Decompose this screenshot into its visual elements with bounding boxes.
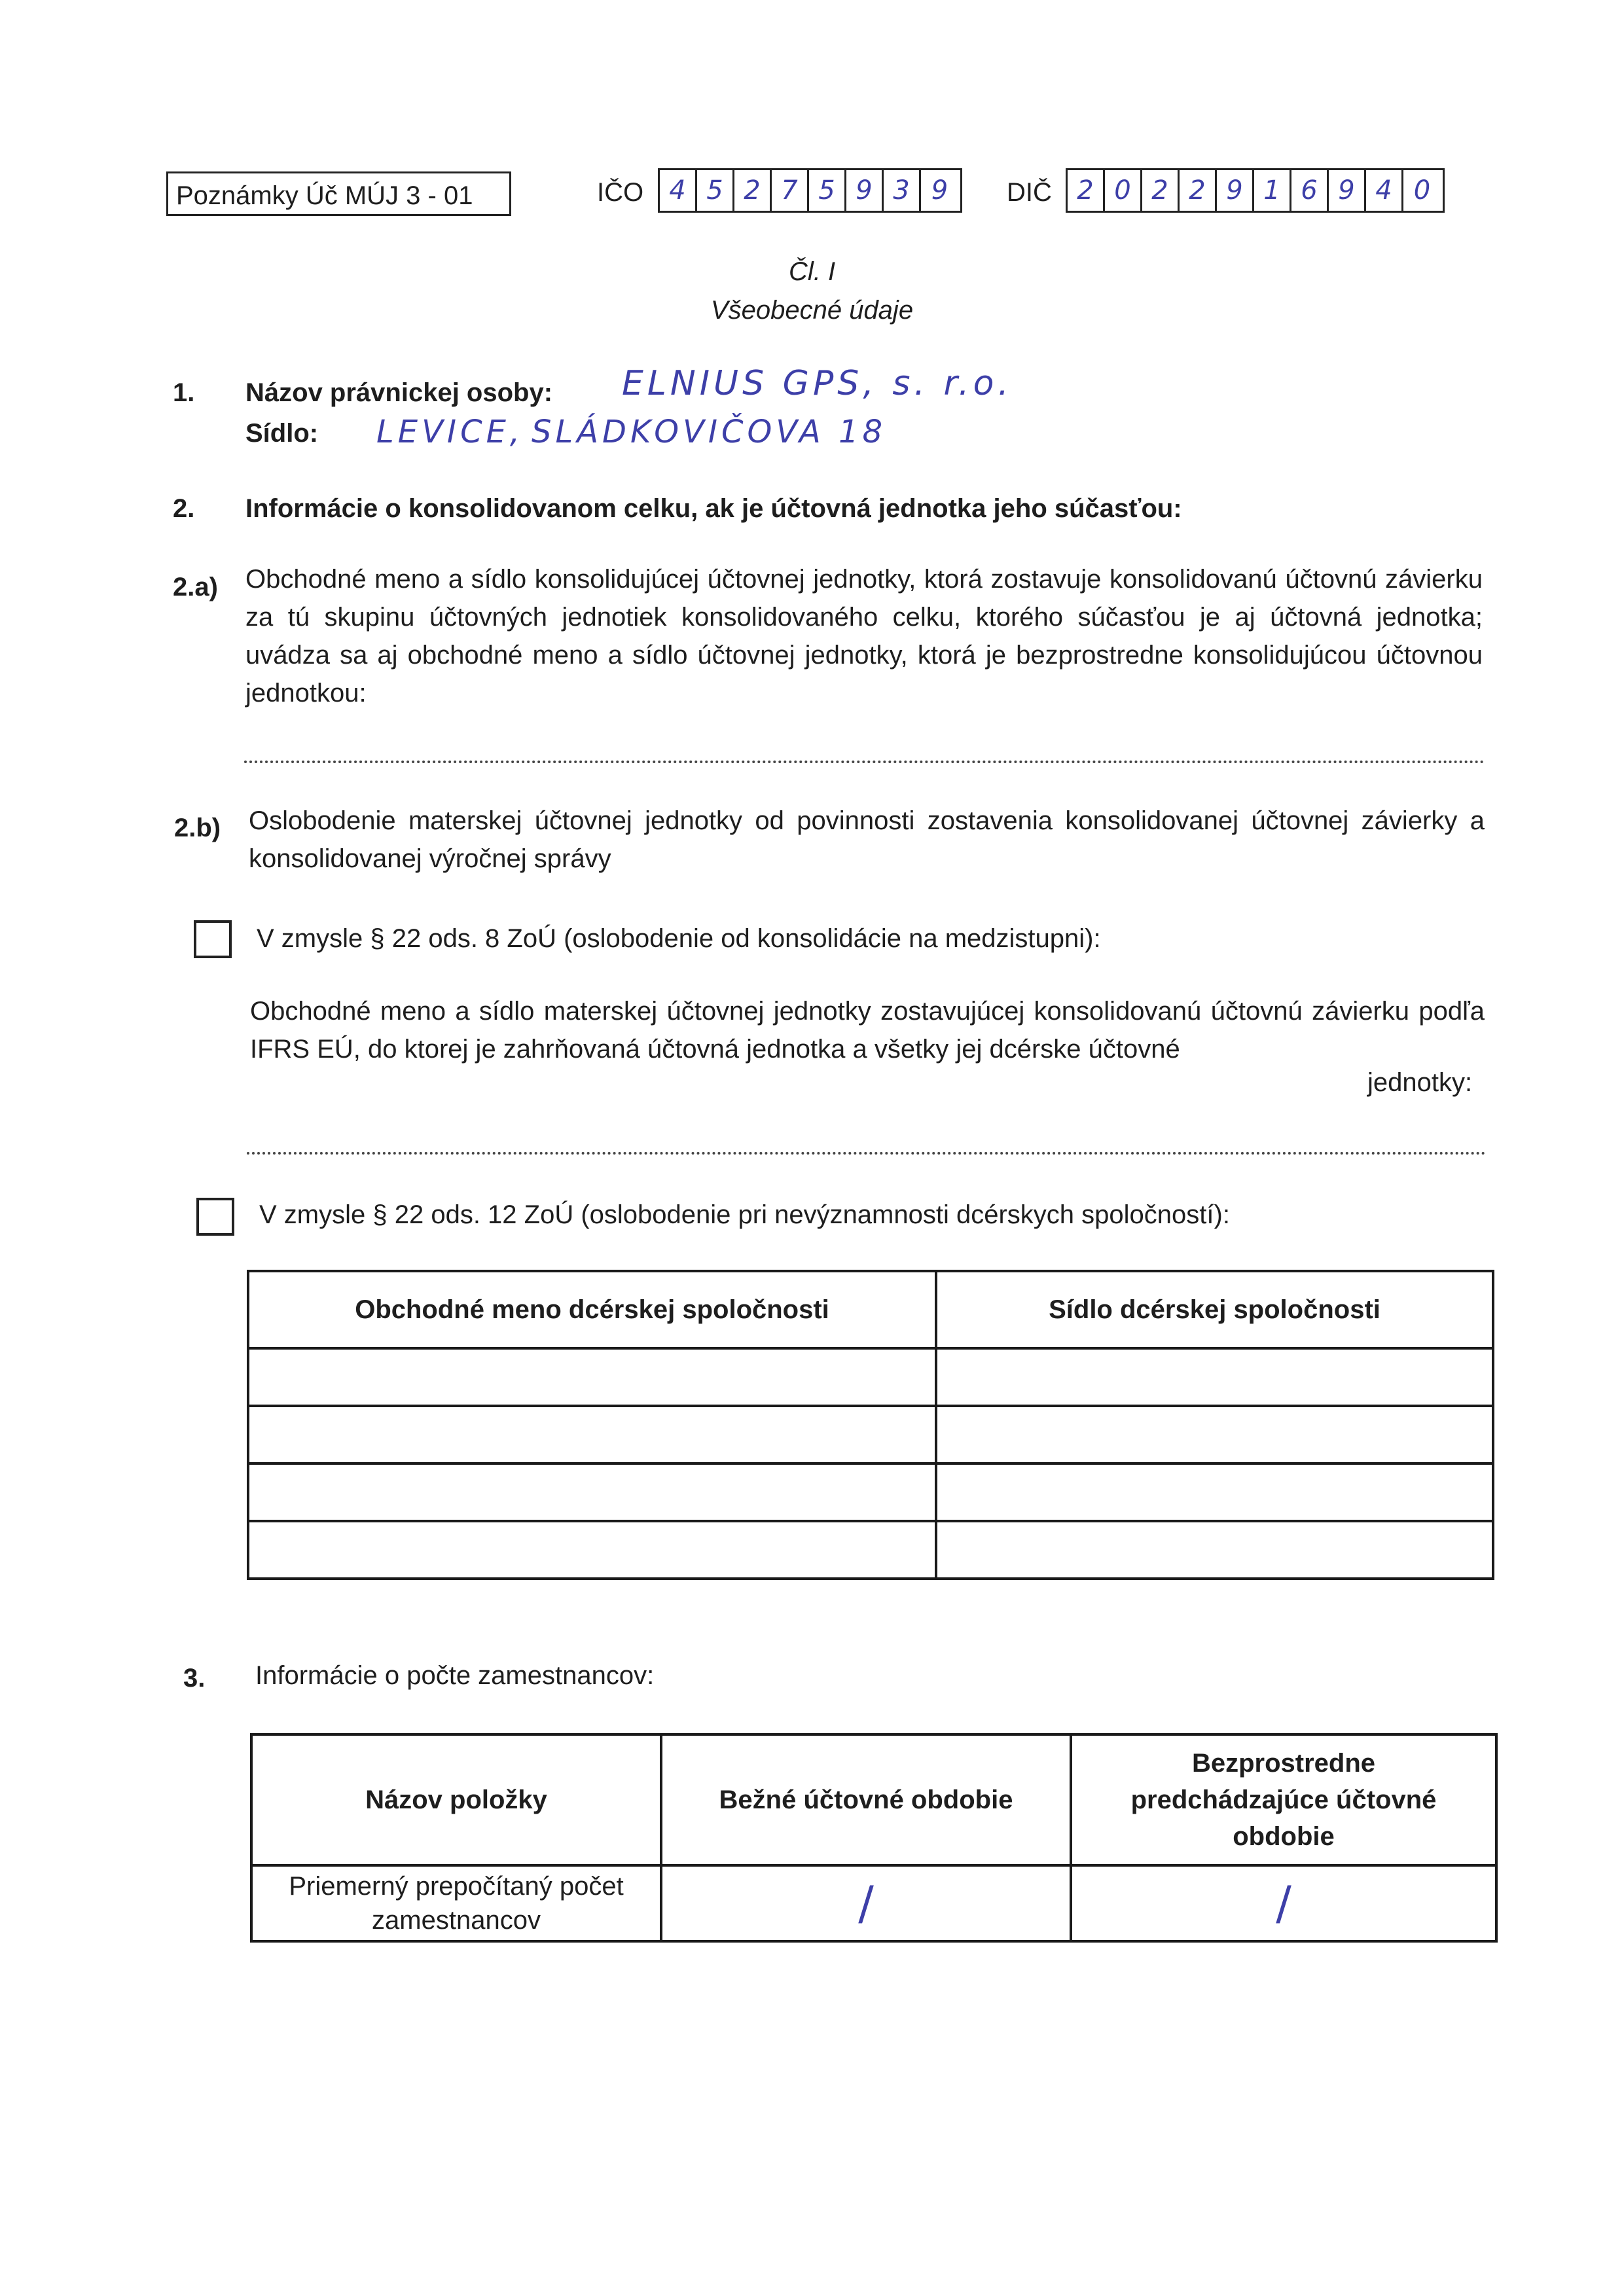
section-2-heading: Informácie o konsolidovanom celku, ak je účtovná jednotka jeho súčasťou: (245, 494, 1182, 523)
option-8-text-end: jednotky: (1367, 1068, 1473, 1097)
table-row (251, 1865, 1496, 1941)
previous-period-cell[interactable] (1071, 1865, 1496, 1941)
section-3-number: 3. (183, 1664, 206, 1693)
subsidiary-seat-header: Sídlo dcérskej spoločnosti (936, 1271, 1493, 1348)
previous-period-value: / (1276, 1876, 1291, 1930)
seat-label: Sídlo: (245, 419, 319, 448)
item-name-header: Názov položky (251, 1734, 661, 1865)
option-8-label: V zmysle § 22 ods. 8 ZoÚ (oslobodenie od konsolidácie na medzistupni): (257, 924, 1101, 953)
option-12-label: V zmysle § 22 ods. 12 ZoÚ (oslobodenie pri nevýznamnosti dcérskych spoločností): (259, 1200, 1230, 1229)
ico-digit[interactable]: 2 (734, 170, 772, 211)
current-period-cell[interactable] (661, 1865, 1071, 1941)
table-row (248, 1521, 1493, 1579)
dic-digit[interactable]: 9 (1217, 170, 1254, 211)
section-2a-number: 2.a) (173, 573, 218, 601)
ico-digit[interactable]: 9 (931, 175, 948, 206)
subsidiary-seat-cell[interactable] (936, 1521, 1493, 1579)
option-8-checkbox[interactable] (194, 920, 232, 958)
subsidiary-name-header: Obchodné meno dcérskej spoločnosti (248, 1271, 936, 1348)
option-12-checkbox[interactable] (196, 1198, 234, 1236)
dic-digit[interactable]: 2 (1142, 170, 1180, 211)
dic-digit[interactable]: 2 (1180, 170, 1217, 211)
table-row (248, 1348, 1493, 1406)
dic-digit[interactable]: 0 (1413, 175, 1431, 206)
ico-digit[interactable]: 5 (809, 170, 846, 211)
option-8-answer-line[interactable] (247, 1152, 1486, 1155)
subsidiary-name-cell[interactable] (248, 1463, 936, 1521)
subsidiary-seat-cell[interactable] (936, 1406, 1493, 1463)
ico-label: IČO (597, 178, 644, 207)
table-row (248, 1406, 1493, 1463)
option-8-text: Obchodné meno a sídlo materskej účtovnej jednotky zostavujúcej konsolidovanú účtovnú závierku podľa IFRS EÚ, do ktorej je zahrňovaná účtovná jednotka a všetky jej dcérske účtovné (250, 997, 1485, 1064)
company-name-value[interactable]: ELNIUS GPS, s. r.o. (622, 364, 1013, 403)
form-title: Poznámky Úč MÚJ 3 - 01 (166, 171, 511, 216)
dic-field[interactable] (1066, 168, 1445, 213)
ico-digit[interactable]: 7 (772, 170, 809, 211)
ico-digit[interactable]: 9 (846, 170, 884, 211)
ico-digit[interactable]: 5 (697, 170, 734, 211)
article-subheading: Všeobecné údaje (710, 296, 914, 325)
section-2a-answer-line[interactable] (244, 761, 1485, 763)
article-heading: Čl. I (788, 257, 836, 286)
previous-period-header: Bezprostredne predchádzajúce účtovné obdobie (1071, 1734, 1496, 1865)
subsidiaries-table (247, 1270, 1494, 1580)
section-2b-number: 2.b) (174, 814, 221, 842)
section-2b-text: Oslobodenie materskej účtovnej jednotky od povinnosti zostavenia konsolidovanej účtovnej závierky a konsolidovanej výročnej správy (249, 806, 1485, 873)
section-2a-text: Obchodné meno a sídlo konsolidujúcej účtovnej jednotky, ktorá zostavuje konsolidovanú účtovnú závierku za tú skupinu účtovných jednotiek konsolidovaného celku, ktorého súčasťou je aj účtovná jednotka; uvádza sa aj obchodné meno a sídlo účtovnej jednotky, ktorá je bezprostredne konsolidujúcou účtovnou jednotkou: (245, 565, 1483, 708)
section-1-number: 1. (173, 378, 195, 407)
section-2-number: 2. (173, 494, 195, 523)
company-name-label: Názov právnickej osoby: (245, 378, 553, 407)
ico-digit[interactable]: 4 (660, 170, 697, 211)
dic-digit[interactable]: 6 (1291, 170, 1329, 211)
subsidiary-seat-cell[interactable] (936, 1463, 1493, 1521)
current-period-header: Bežné účtovné obdobie (661, 1734, 1071, 1865)
employee-count-label: Priemerný prepočítaný počet zamestnancov (251, 1865, 661, 1941)
dic-label: DIČ (1007, 178, 1052, 207)
current-period-value: / (858, 1876, 874, 1930)
dic-digit[interactable]: 2 (1068, 170, 1105, 211)
subsidiary-name-cell[interactable] (248, 1521, 936, 1579)
section-3-heading: Informácie o počte zamestnancov: (255, 1661, 655, 1690)
dic-digit[interactable]: 1 (1254, 170, 1291, 211)
subsidiary-name-cell[interactable] (248, 1348, 936, 1406)
seat-city-value[interactable]: LEVICE, (376, 414, 524, 450)
dic-digit[interactable]: 9 (1329, 170, 1366, 211)
employees-table (250, 1733, 1498, 1943)
dic-digit[interactable]: 0 (1105, 170, 1142, 211)
seat-street-value[interactable]: SLÁDKOVIČOVA 18 (532, 414, 887, 450)
subsidiary-name-cell[interactable] (248, 1406, 936, 1463)
ico-digit[interactable]: 3 (884, 170, 921, 211)
subsidiary-seat-cell[interactable] (936, 1348, 1493, 1406)
ico-field[interactable] (658, 168, 962, 213)
dic-digit[interactable]: 4 (1366, 170, 1403, 211)
table-row (248, 1463, 1493, 1521)
